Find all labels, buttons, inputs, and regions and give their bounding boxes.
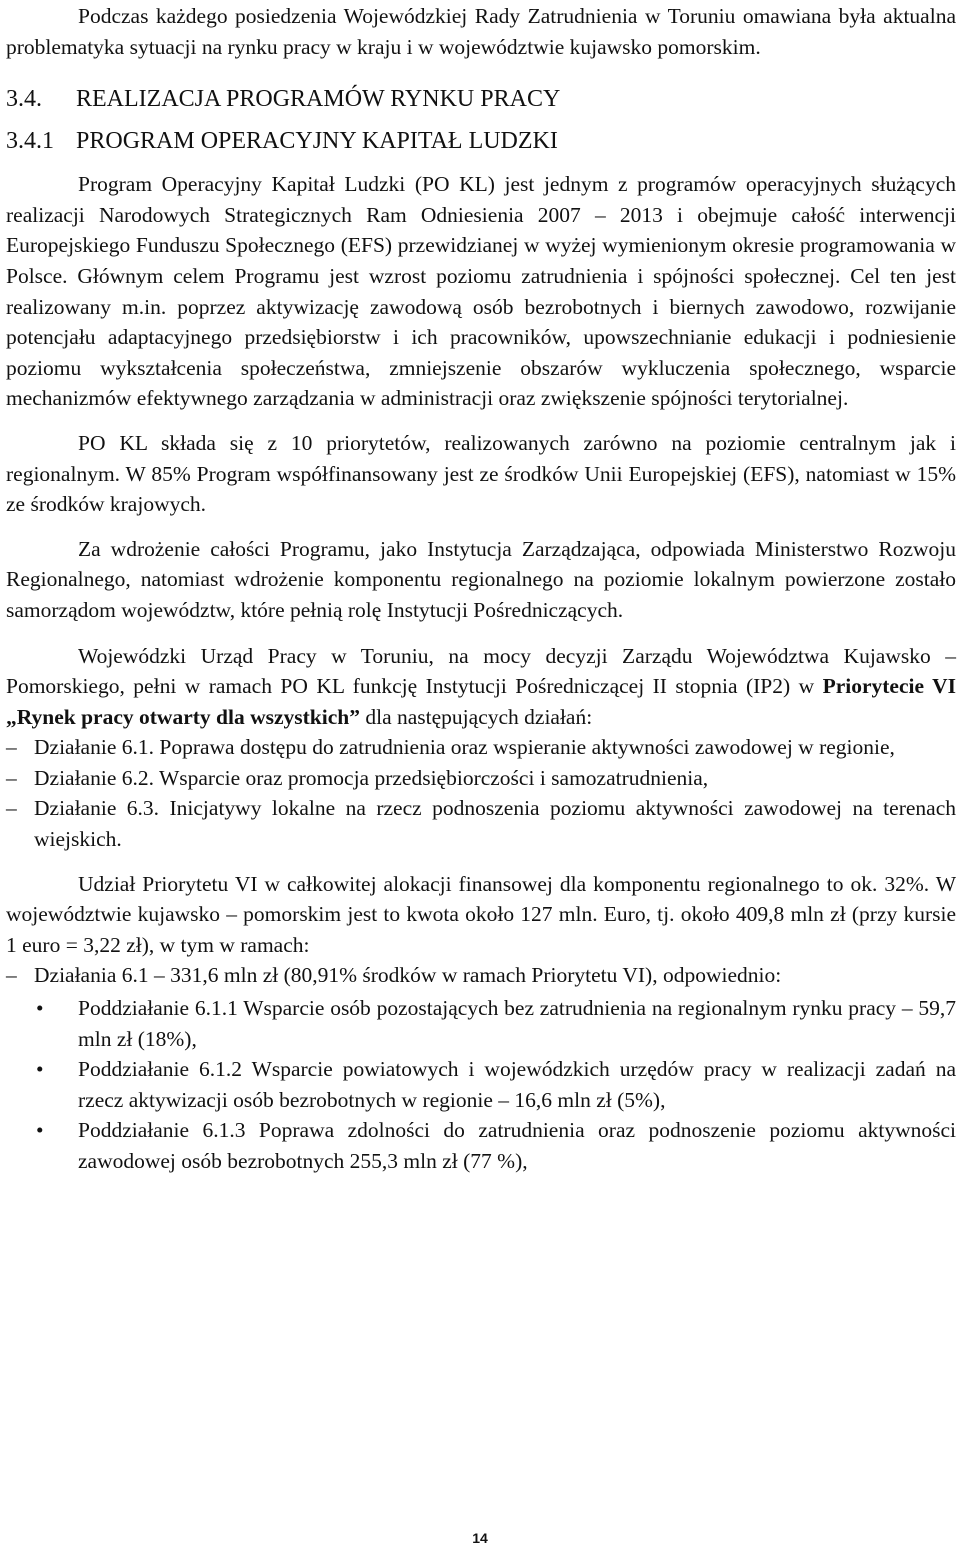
subsection-title: PROGRAM OPERACYJNY KAPITAŁ LUDZKI [76,128,558,155]
dash-marker: – [6,796,17,821]
priority-name: Priorytecie VI „Rynek pracy otwarty dla wszystkich” [6,674,956,729]
bullet-marker: • [36,1118,44,1143]
subaction-text: Poddziałanie 6.1.1 Wsparcie osób pozostających bez zatrudnienia na regionalnym rynku pracy – 59,7 mln zł (18%), [78,996,956,1051]
list-item [6,1115,956,1176]
paragraph-implementation: Za wdrożenie całości Programu, jako Instytucja Zarządzająca, odpowiada Ministerstwo Rozwoju Regionalnego, natomiast wdrożenie komponentu regionalnego na poziomie lokalnym powierzone zostało samorządom województw, które pełnią rolę Instytucji Pośredniczących. [6,536,956,622]
paragraph-wup-role [6,641,956,733]
paragraph-priorities: PO KL składa się z 10 priorytetów, realizowanych zarówno na poziomie centralnym jak i regionalnym. W 85% Program współfinansowany jest ze środków Unii Europejskiej (EFS), natomiast w 15% ze środków krajowych. [6,430,956,517]
paragraph-program-description: Program Operacyjny Kapitał Ludzki (PO KL) jest jednym z programów operacyjnych służących realizacji Narodowych Strategicznych Ram Odniesienia 2007 – 2013 i obejmuje całość interwencji Europejskiego Funduszu Społecznego (EFS) przewidzianej w wyżej wymienionym okresie programowania w Polsce. Głównym celem Programu jest wzrost poziomu zatrudnienia i spójności społecznej. Cel ten jest realizowany m.in. poprzez aktywizację zawodową osób bezrobotnych i biernych zawodowo, rozwijanie potencjału adaptacyjnego przedsiębiorstw i ich pracowników, upowszechnianie edukacji i podniesienie poziomu wykształcenia społeczeństwa, zmniejszenie obszarów wykluczenia społecznego, wsparcie mechanizmów efektywnego zarządzania w administracji oraz zwiększenie spójności terytorialnej. [6,172,956,411]
subactions-list [6,993,956,1177]
page-number: 14 [472,1530,488,1546]
section-number: 3.4. [6,86,42,113]
list-item [6,1054,956,1115]
paragraph-allocation: Udział Priorytetu VI w całkowitej alokacji finansowej dla komponentu regionalnego to ok. 32%. W województwie kujawsko – pomorskim jest to kwota około 127 mln. Euro, tj. około 409,8 mln zł (przy kursie 1 euro = 3,22 zł), w tym w ramach: [6,871,956,957]
subaction-text: Poddziałanie 6.1.3 Poprawa zdolności do zatrudnienia oraz podnoszenie poziomu aktywności zawodowej osób bezrobotnych 255,3 mln zł (77 %), [78,1118,956,1173]
allocation-list [6,960,956,991]
list-item [6,993,956,1054]
wup-role-tail: dla następujących działań: [359,704,593,729]
section-title: REALIZACJA PROGRAMÓW RYNKU PRACY [76,86,561,113]
intro-paragraph: Podczas każdego posiedzenia Wojewódzkiej Rady Zatrudnienia w Toruniu omawiana była aktualna problematyka sytuacji na rynku pracy w kraju i w województwie kujawsko pomorskim. [6,4,956,59]
allocation-text: Działania 6.1 – 331,6 mln zł (80,91% środków w ramach Priorytetu VI), odpowiednio: [34,963,782,988]
bullet-marker: • [36,1057,44,1082]
dash-marker: – [6,735,17,760]
subsection-number: 3.4.1 [6,128,54,155]
list-item [6,732,956,763]
subsection-heading [6,126,956,156]
wup-role-text: Wojewódzki Urząd Pracy w Toruniu, na mocy decyzji Zarządu Województwa Kujawsko – Pomorskiego, pełni w ramach PO KL funkcję Instytucji Pośredniczącej II stopnia (IP2) w [6,643,956,699]
section-heading [6,84,956,114]
action-text: Działanie 6.1. Poprawa dostępu do zatrudnienia oraz wspieranie aktywności zawodowej w regionie, [34,735,895,760]
document-page [6,0,956,1177]
actions-list [6,732,956,854]
action-text: Działanie 6.2. Wsparcie oraz promocja przedsiębiorczości i samozatrudnienia, [34,765,709,790]
dash-marker: – [6,963,17,988]
list-item [6,763,956,794]
subaction-text: Poddziałanie 6.1.2 Wsparcie powiatowych i wojewódzkich urzędów pracy w realizacji zadań na rzecz aktywizacji osób bezrobotnych w regionie – 16,6 mln zł (5%), [78,1057,956,1112]
list-item [6,793,956,854]
action-text: Działanie 6.3. Inicjatywy lokalne na rzecz podnoszenia poziomu aktywności zawodowej na terenach wiejskich. [34,796,956,852]
bullet-marker: • [36,996,44,1021]
dash-marker: – [6,765,17,790]
list-item [6,960,956,991]
